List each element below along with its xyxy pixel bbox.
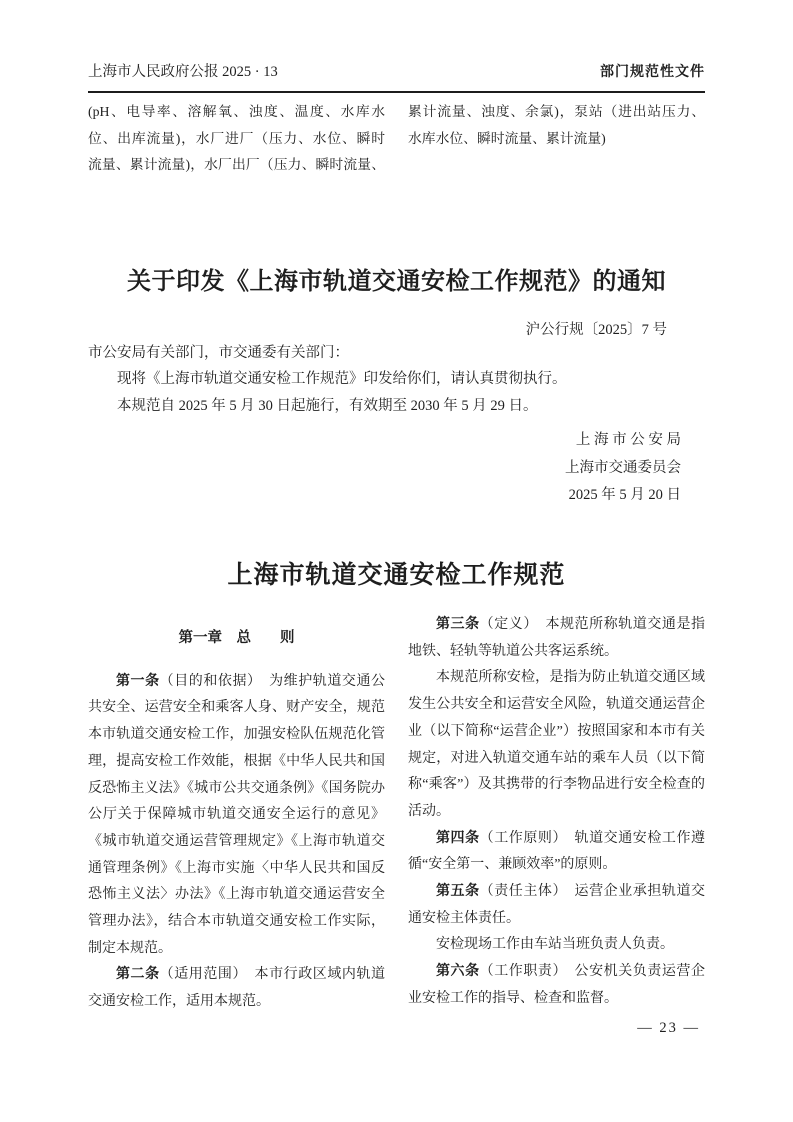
article-paragraph: 第六条（工作职责） 公安机关负责运营企业安检工作的指导、检查和监督。	[408, 964, 706, 1006]
running-head	[88, 61, 705, 82]
continuation-text	[88, 99, 705, 179]
notice-title: 关于印发《上海市轨道交通安检工作规范》的通知	[127, 268, 666, 295]
article-label: 第四条	[436, 830, 480, 846]
signature-line: 2025 年 5 月 20 日	[568, 487, 681, 504]
signature-line: 上 海 市 公 安 局	[575, 432, 681, 448]
article-label: 第二条	[116, 967, 160, 983]
regulation-left-column	[88, 612, 385, 1016]
document-number: 沪公行规〔2025〕7 号	[525, 322, 667, 338]
article-label: 第六条	[436, 964, 480, 980]
regulation-right-column	[408, 612, 705, 1016]
page-number: — 23 —	[637, 1020, 700, 1036]
article-label: 第三条	[436, 617, 480, 632]
chapter-heading: 第一章 总 则	[178, 630, 295, 646]
article-paragraph: 第三条（定义） 本规范所称轨道交通是指地铁、轻轨等轨道公共客运系统。	[408, 617, 706, 659]
signature-block	[88, 427, 705, 510]
regulation-body	[88, 612, 705, 1016]
salutation: 市公安局有关部门，市交通委有关部门：	[88, 345, 349, 361]
text-line: 水库水位、瞬时流量、累计流量)	[408, 130, 606, 146]
left-articles	[88, 669, 385, 1016]
article-paragraph: 第五条（责任主体） 运营企业承担轨道交通安检主体责任。	[408, 884, 706, 926]
notice-paragraph: 现将《上海市轨道交通安检工作规范》印发给你们，请认真贯彻执行。	[117, 371, 567, 387]
gazette-title: 上海市人民政府公报 2025 · 13	[88, 64, 278, 80]
article-label: 第一条	[116, 673, 160, 689]
notice-body	[88, 366, 705, 421]
article-paragraph: 第一条（目的和依据） 为维护轨道交通公共安全、运营安全和乘客人身、财产安全，规范本市轨道交通安检工作，加强安检队伍规范化管理，提高安检工作效能，根据《中华人民共和国反恐怖主义法》《城市公共交通条例》《国务院办公厅关于保障城市轨道交通安全运行的意见》《城市轨道交通运营管理规定》《上海市轨道交通管理条例》《上海市实施〈中华人民共和国反恐怖主义法〉办法》《上海市轨道交通运营安全管理办法》，结合本市轨道交通安检工作实际，制定本规范。	[88, 673, 386, 956]
continuation-right-column	[408, 99, 705, 179]
regulation-title: 上海市轨道交通安检工作规范	[227, 561, 566, 589]
text-line: 位、出库流量)，水厂进厂（压力、水位、瞬时	[88, 130, 385, 146]
text-line: 累计流量、浊度、余氯)，泵站（进出站压力、	[408, 104, 705, 119]
article-paragraph: 安检现场工作由车站当班负责人负责。	[436, 937, 674, 953]
signature-line: 上海市交通委员会	[565, 459, 681, 476]
right-articles	[408, 612, 705, 1013]
article-label: 第五条	[436, 884, 480, 900]
header-rule	[88, 91, 705, 93]
article-paragraph: 第四条（工作原则） 轨道交通安检工作遵循“安全第一、兼顾效率”的原则。	[408, 830, 706, 873]
text-line: 流量、累计流量)，水厂出厂（压力、瞬时流量、	[88, 157, 385, 173]
article-paragraph: 第二条（适用范围） 本市行政区域内轨道交通安检工作，适用本规范。	[88, 967, 386, 1010]
article-paragraph: 本规范所称安检，是指为防止轨道交通区域发生公共安全和运营安全风险，轨道交通运营企业（以下简称“运营企业”）按照国家和本市有关规定，对进入轨道交通车站的乘车人员（以下简称“乘客”）及其携带的行李物品进行安全检查的活动。	[408, 670, 705, 819]
text-line: (pH、电导率、溶解氧、浊度、温度、水库水	[88, 104, 385, 119]
section-label: 部门规范性文件	[600, 63, 705, 79]
notice-paragraph: 本规范自 2025 年 5 月 30 日起施行，有效期至 2030 年 5 月 29 日。	[117, 398, 538, 415]
continuation-left-column	[88, 99, 385, 179]
